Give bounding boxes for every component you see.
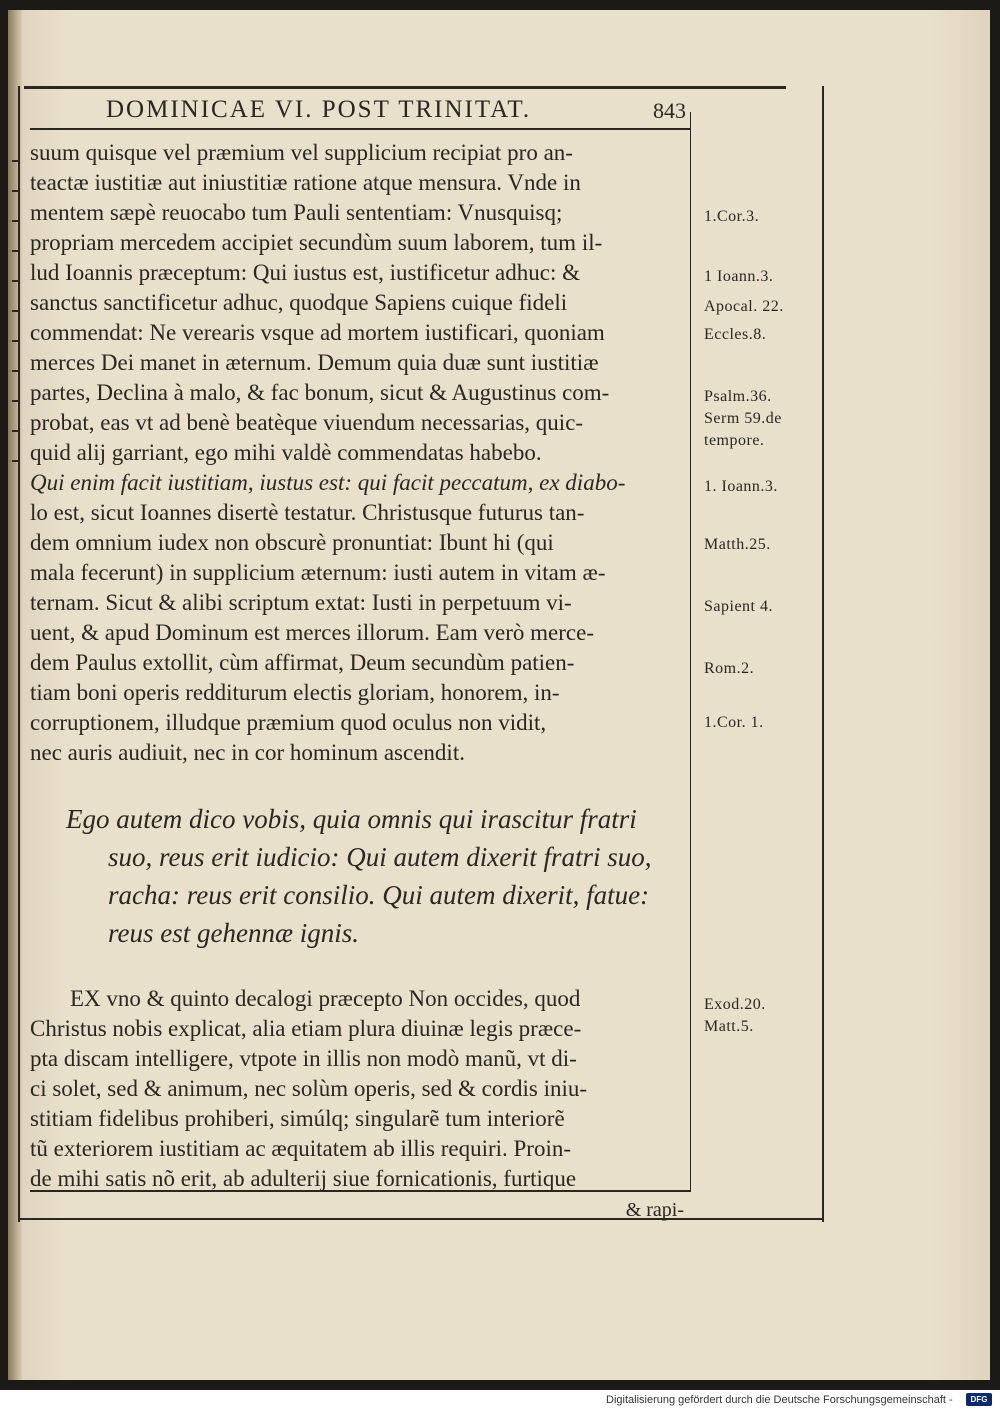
margin-tick	[12, 400, 18, 402]
margin-tick	[12, 280, 18, 282]
text-line: mentem sæpè reuocabo tum Pauli sententiam: Vnusquisq;	[30, 200, 563, 225]
margin-reference: Sapient 4.	[704, 598, 773, 615]
text-line: lo est, sicut Ioannes disertè testatur. Christusque futurus tan-	[30, 500, 585, 525]
margin-tick	[12, 460, 18, 462]
text-column-top-rule	[30, 128, 690, 130]
text-line: de mihi satis nõ erit, ab adulterij siue fornicationis, furtique	[30, 1166, 577, 1191]
catchword: & rapi-	[625, 1199, 684, 1221]
quote-line: Ego autem dico vobis, quia omnis qui irascitur fratri	[66, 804, 637, 834]
margin-reference: Matt.5.	[704, 1018, 754, 1035]
quote-line: reus est gehennæ ignis.	[108, 918, 359, 948]
margin-tick	[12, 190, 18, 192]
margin-reference: 1.Cor. 1.	[704, 714, 764, 731]
text-line: uent, & apud Dominum est merces illorum. Eam verò merce-	[30, 620, 594, 645]
text-line: Qui enim facit iustitiam, iustus est: qui facit peccatum, ex diabo-	[30, 470, 626, 495]
margin-tick	[12, 310, 18, 312]
quote-line: racha: reus erit consilio. Qui autem dixerit, fatue:	[108, 880, 650, 910]
digitization-credit: Digitalisierung gefördert durch die Deutsche Forschungsgemeinschaft -	[606, 1394, 953, 1406]
text-line: corruptionem, illudque præmium quod oculus non vidit,	[30, 710, 547, 735]
margin-reference: Matth.25.	[704, 536, 771, 553]
running-title: DOMINICAE VI. POST TRINITAT.	[106, 96, 532, 123]
margin-reference: Eccles.8.	[704, 326, 767, 343]
text-line: sanctus sanctificetur adhuc, quodque Sapiens cuique fideli	[30, 290, 568, 315]
margin-reference: Apocal. 22.	[704, 298, 784, 315]
text-line: tiam boni operis redditurum electis gloriam, honorem, in-	[30, 680, 560, 705]
page-frame-bottom-rule	[18, 1218, 824, 1220]
text-line: tũ exteriorem iustitiam ac æquitatem ab illis requiri. Proin-	[30, 1136, 572, 1161]
margin-reference: 1 Ioann.3.	[704, 268, 774, 285]
page-frame-left-rule	[18, 86, 20, 1222]
margin-tick	[12, 370, 18, 372]
text-column-side-rule	[690, 112, 691, 1192]
page-frame-top-rule	[24, 86, 786, 89]
margin-reference: 1. Ioann.3.	[704, 478, 778, 495]
text-line: partes, Declina à malo, & fac bonum, sicut & Augustinus com-	[30, 380, 610, 405]
page-frame-right-rule	[822, 86, 824, 1222]
text-line: Christus nobis explicat, alia etiam plura diuinæ legis præce-	[30, 1016, 582, 1041]
text-line: probat, eas vt ad benè beatèque viuendum necessarias, quic-	[30, 410, 584, 435]
text-line: suum quisque vel præmium vel supplicium recipiat pro an-	[30, 140, 573, 165]
text-line: commendat: Ne verearis vsque ad mortem iustificari, quoniam	[30, 320, 605, 345]
text-line: stitiam fidelibus prohiberi, simúlq; singularẽ tum interiorẽ	[30, 1106, 565, 1131]
margin-reference: tempore.	[704, 432, 765, 449]
margin-tick	[12, 340, 18, 342]
text-line: lud Ioannis præceptum: Qui iustus est, iustificetur adhuc: &	[30, 260, 581, 285]
text-line: nec auris audiuit, nec in cor hominum ascendit.	[30, 740, 465, 765]
margin-tick	[12, 430, 18, 432]
text-line: ci solet, sed & animum, nec solùm operis, sed & cordis iniu-	[30, 1076, 588, 1101]
dfg-logo: DFG	[966, 1393, 992, 1406]
text-line: propriam mercedem accipiet secundùm suum laborem, tum il-	[30, 230, 603, 255]
margin-tick	[12, 220, 18, 222]
text-line: mala fecerunt) in supplicium æternum: iusti autem in vitam æ-	[30, 560, 606, 585]
text-line: quid alij garriant, ego mihi valdè commendatas habebo.	[30, 440, 542, 465]
text-line: EX vno & quinto decalogi præcepto Non occides, quod	[70, 986, 581, 1011]
text-line: merces Dei manet in æternum. Demum quia duæ sunt iustitiæ	[30, 350, 599, 375]
margin-reference: Psalm.36.	[704, 388, 772, 405]
text-line: teactæ iustitiæ aut iniustitiæ ratione atque mensura. Vnde in	[30, 170, 581, 195]
margin-reference: Serm 59.de	[704, 410, 782, 427]
page-number: 843	[653, 98, 686, 123]
text-line: dem Paulus extollit, cùm affirmat, Deum secundùm patien-	[30, 650, 575, 675]
margin-reference: Exod.20.	[704, 996, 766, 1013]
margin-tick	[12, 160, 18, 162]
margin-reference: Rom.2.	[704, 660, 755, 677]
text-line: pta discam intelligere, vtpote in illis non modò manũ, vt di-	[30, 1046, 577, 1071]
margin-reference: 1.Cor.3.	[704, 208, 760, 225]
text-line: ternam. Sicut & alibi scriptum extat: Iusti in perpetuum vi-	[30, 590, 572, 615]
quote-line: suo, reus erit iudicio: Qui autem dixerit fratri suo,	[108, 842, 652, 872]
text-line: dem omnium iudex non obscurè pronuntiat: Ibunt hi (qui	[30, 530, 554, 555]
margin-tick	[12, 250, 18, 252]
